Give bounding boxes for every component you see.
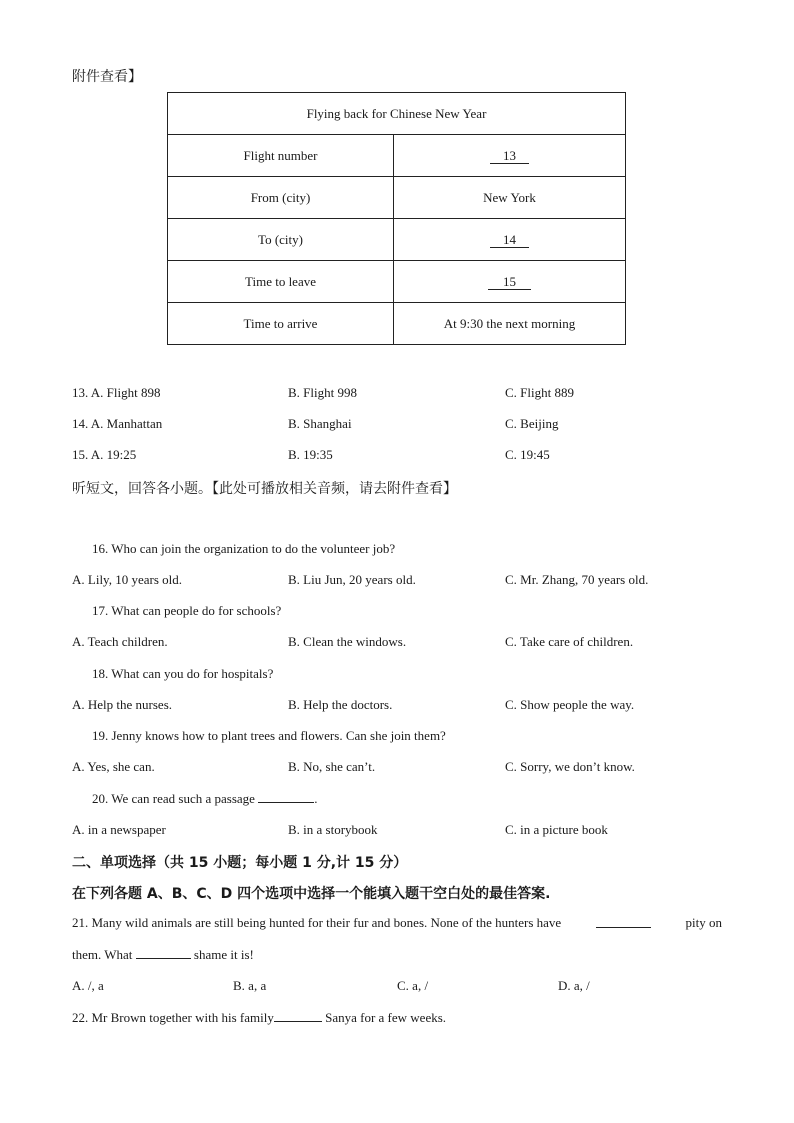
q22-stem-part1: 22. Mr Brown together with his family [72, 1010, 274, 1025]
q20-option-c: C. in a picture book [505, 822, 608, 837]
q20-blank [258, 790, 314, 803]
q18-stem: 18. What can you do for hospitals? [92, 666, 274, 681]
q18-option-b: B. Help the doctors. [288, 697, 393, 712]
q14-option-b: B. Shanghai [288, 416, 352, 431]
row-label: To (city) [168, 219, 394, 261]
row-label: Time to leave [168, 261, 394, 303]
q19-option-a: A. Yes, she can. [72, 759, 155, 774]
q17-option-a: A. Teach children. [72, 634, 168, 649]
q20-stem-text: 20. We can read such a passage [92, 791, 255, 806]
q13-option-c: C. Flight 889 [505, 385, 574, 400]
q16-option-a: A. Lily, 10 years old. [72, 572, 182, 587]
q21-blank-2 [136, 946, 191, 959]
q21-option-b: B. a, a [233, 978, 267, 993]
row-value [394, 219, 626, 261]
header-note: 附件查看】 [72, 69, 142, 85]
table-row [168, 261, 626, 303]
q19-stem: 19. Jenny knows how to plant trees and flowers. Can she join them? [92, 728, 446, 743]
table-row [168, 303, 626, 345]
q21-option-c: C. a, / [397, 978, 429, 993]
q17-option-b: B. Clean the windows. [288, 634, 407, 649]
q17-stem: 17. What can people do for schools? [92, 603, 282, 618]
table-row [168, 135, 626, 177]
listening-instruction: 听短文，回答各小题。【此处可播放相关音频，请去附件查看】 [72, 481, 457, 497]
q21-stem-part2: pity on [685, 915, 722, 930]
blank-14: 14 [490, 233, 529, 248]
row-label: Flight number [168, 135, 394, 177]
table-title: Flying back for Chinese New Year [168, 93, 626, 135]
row-label: From (city) [168, 177, 394, 219]
q21-blank-1 [596, 915, 651, 928]
q13-option-a: 13. A. Flight 898 [72, 385, 161, 400]
q14-option-a: 14. A. Manhattan [72, 416, 163, 431]
q22-blank [274, 1009, 322, 1022]
q18-option-c: C. Show people the way. [505, 697, 635, 712]
q20-stem [92, 790, 317, 807]
blank-15: 15 [488, 275, 531, 290]
q17-option-c: C. Take care of children. [505, 634, 634, 649]
blank-13: 13 [490, 149, 529, 164]
section-instruction: 在下列各题 A、B、C、D 四个选项中选择一个能填入题干空白处的最佳答案. [72, 886, 551, 902]
q15-option-c: C. 19:45 [505, 447, 550, 462]
row-value [394, 261, 626, 303]
q21-line2 [72, 946, 254, 963]
q20-option-b: B. in a storybook [288, 822, 378, 837]
q22-stem [72, 1009, 446, 1026]
q19-option-b: B. No, she can’t. [288, 759, 376, 774]
q13-option-b: B. Flight 998 [288, 385, 357, 400]
q22-stem-part2: Sanya for a few weeks. [325, 1010, 447, 1025]
q15-option-a: 15. A. 19:25 [72, 447, 137, 462]
q19-option-c: C. Sorry, we don’t know. [505, 759, 635, 774]
q21-stem-part1: 21. Many wild animals are still being hunted for their fur and bones. None of the hunters have [72, 915, 562, 930]
table-row [168, 219, 626, 261]
q14-option-c: C. Beijing [505, 416, 559, 431]
flight-info-table [167, 92, 626, 345]
table-row [168, 177, 626, 219]
q16-stem: 16. Who can join the organization to do the volunteer job? [92, 541, 396, 556]
q16-option-c: C. Mr. Zhang, 70 years old. [505, 572, 649, 587]
q21-stem-part4: shame it is! [193, 947, 254, 962]
q21-option-d: D. a, / [558, 978, 590, 993]
row-value: New York [394, 177, 626, 219]
q20-option-a: A. in a newspaper [72, 822, 166, 837]
row-label: Time to arrive [168, 303, 394, 345]
row-value [394, 135, 626, 177]
table-title-row [168, 93, 626, 135]
q21-option-a: A. /, a [72, 978, 104, 993]
q21-line1 [72, 915, 722, 931]
q15-option-b: B. 19:35 [288, 447, 333, 462]
q21-stem-part3: them. What [72, 947, 133, 962]
q20-stem-end: . [314, 791, 318, 806]
section-title: 二、单项选择（共 15 小题；每小题 1 分,计 15 分） [72, 855, 408, 871]
q16-option-b: B. Liu Jun, 20 years old. [288, 572, 416, 587]
q18-option-a: A. Help the nurses. [72, 697, 173, 712]
row-value: At 9:30 the next morning [394, 303, 626, 345]
